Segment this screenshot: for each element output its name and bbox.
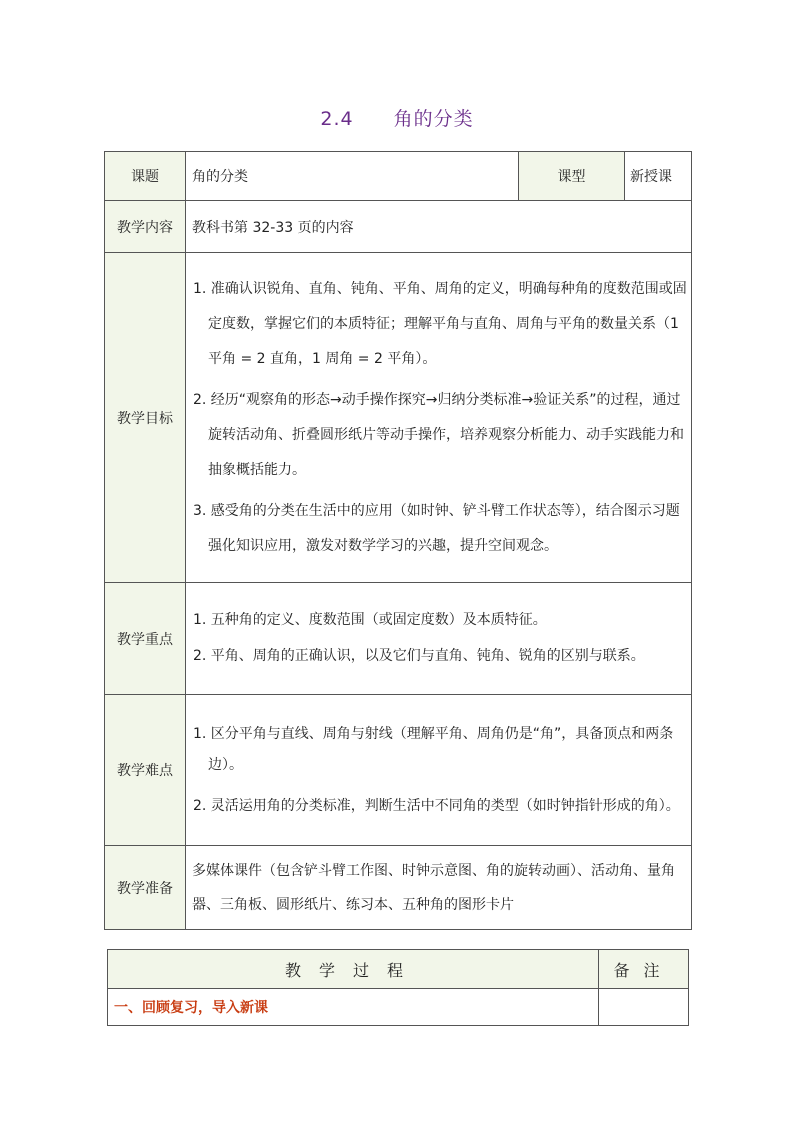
notes-header: 备注 xyxy=(599,950,689,989)
key-points-list xyxy=(186,583,692,695)
prep-value: 多媒体课件（包含铲斗臂工作图、时钟示意图、角的旋转动画）、活动角、量角器、三角板、圆形纸片、练习本、五种角的图形卡片 xyxy=(186,846,692,930)
goals-label: 教学目标 xyxy=(105,253,186,583)
goal-item: 3. 感受角的分类在生活中的应用（如时钟、铲斗臂工作状态等），结合图示习题强化知识应用，激发对数学学习的兴趣，提升空间观念。 xyxy=(193,502,680,554)
section-title: 角的分类 xyxy=(393,108,474,130)
section-heading: 一、回顾复习，导入新课 xyxy=(108,989,599,1026)
teaching-process-table xyxy=(107,949,689,1026)
section-number: 2.4 xyxy=(320,108,354,130)
prep-label: 教学准备 xyxy=(105,846,186,930)
topic-value: 角的分类 xyxy=(186,152,519,201)
process-header: 教学过程 xyxy=(108,950,599,989)
key-points-label: 教学重点 xyxy=(105,583,186,695)
topic-label: 课题 xyxy=(105,152,186,201)
page-title xyxy=(0,104,794,131)
process-header-row xyxy=(108,950,689,989)
prep-row xyxy=(105,846,692,930)
key-points-row xyxy=(105,583,692,695)
key-point-item: 1. 五种角的定义、度数范围（或固定度数）及本质特征。 xyxy=(193,612,547,628)
difficult-points-label: 教学难点 xyxy=(105,695,186,846)
content-label: 教学内容 xyxy=(105,201,186,253)
goal-item: 1. 准确认识锐角、直角、钝角、平角、周角的定义，明确每种角的度数范围或固定度数，掌握它们的本质特征；理解平角与直角、周角与平角的数量关系（1 平角 = 2 直角，1 周角 = 2 平角）。 xyxy=(193,280,687,367)
type-label: 课型 xyxy=(519,152,625,201)
content-row xyxy=(105,201,692,253)
key-point-item: 2. 平角、周角的正确认识，以及它们与直角、钝角、锐角的区别与联系。 xyxy=(193,648,645,664)
topic-row xyxy=(105,152,692,201)
difficult-points-row xyxy=(105,695,692,846)
difficult-point-item: 1. 区分平角与直线、周角与射线（理解平角、周角仍是“角”，具备顶点和两条边）。 xyxy=(193,725,674,773)
section-row xyxy=(108,989,689,1026)
difficult-points-list xyxy=(186,695,692,846)
section-notes-cell xyxy=(599,989,689,1026)
content-value: 教科书第 32-33 页的内容 xyxy=(186,201,692,253)
type-value: 新授课 xyxy=(625,152,692,201)
difficult-point-item: 2. 灵活运用角的分类标准，判断生活中不同角的类型（如时钟指针形成的角）。 xyxy=(193,797,680,814)
lesson-info-table xyxy=(104,151,692,930)
goals-row xyxy=(105,253,692,583)
goal-item: 2. 经历“观察角的形态→动手操作探究→归纳分类标准→验证关系”的过程，通过旋转活动角、折叠圆形纸片等动手操作，培养观察分析能力、动手实践能力和抽象概括能力。 xyxy=(193,391,684,478)
goals-list xyxy=(186,253,692,583)
